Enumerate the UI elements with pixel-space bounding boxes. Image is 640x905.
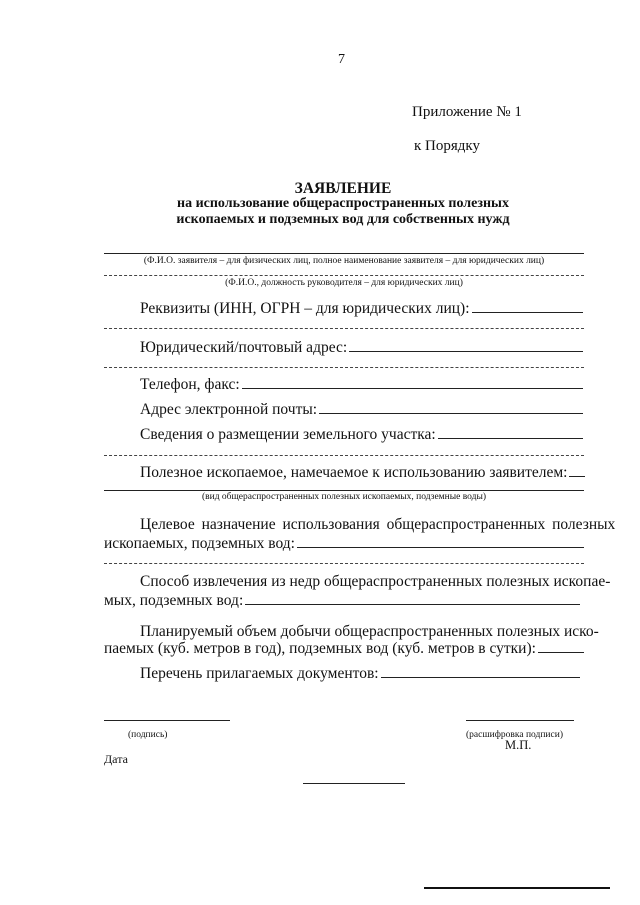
date-line[interactable] [303, 783, 405, 784]
page-number: 7 [338, 52, 345, 67]
land-plot-field [140, 426, 583, 444]
method-line1: Способ извлечения из недр общераспространенных полезных ископае- [140, 573, 611, 590]
head-line[interactable] [104, 275, 584, 276]
purpose-label: ископаемых, подземных вод: [104, 535, 295, 552]
signature-label: (подпись) [128, 730, 168, 740]
title-subtitle2: ископаемых и подземных вод для собственных нужд [176, 212, 510, 227]
volume-input-line[interactable] [538, 640, 584, 653]
bottom-rule [424, 887, 610, 889]
date-label: Дата [104, 752, 128, 766]
title-subtitle1: на использование общераспространенных полезных [177, 196, 509, 211]
appendix-line1: Приложение № 1 [412, 104, 522, 120]
land-plot-continuation-line[interactable] [104, 455, 584, 456]
mineral-label: Полезное ископаемое, намечаемое к использованию заявителем: [140, 464, 568, 481]
address-field [140, 339, 583, 357]
address-input-line[interactable] [349, 339, 583, 352]
method-label: мых, подземных вод: [104, 592, 244, 609]
title-heading: ЗАЯВЛЕНИЕ [294, 180, 392, 197]
mineral-type-caption: (вид общераспространенных полезных ископаемых, подземные воды) [201, 492, 487, 502]
volume-line1: Планируемый объем добычи общераспространенных полезных иско- [140, 623, 599, 640]
requisites-field [140, 300, 583, 318]
email-label: Адрес электронной почты: [140, 401, 318, 418]
purpose-field [104, 535, 584, 553]
address-continuation-line[interactable] [104, 367, 584, 368]
head-caption: (Ф.И.О., должность руководителя – для юридических лиц) [225, 278, 463, 288]
documents-field [140, 665, 580, 683]
mineral-input-line[interactable] [569, 464, 585, 477]
documents-input-line[interactable] [381, 665, 580, 678]
requisites-label: Реквизиты (ИНН, ОГРН – для юридических лиц): [140, 300, 470, 317]
method-field [104, 592, 580, 610]
land-plot-label: Сведения о размещении земельного участка: [140, 426, 436, 443]
documents-label: Перечень прилагаемых документов: [140, 665, 379, 682]
purpose-input-line[interactable] [297, 535, 584, 548]
method-input-line[interactable] [245, 592, 580, 605]
requisites-continuation-line[interactable] [104, 328, 584, 329]
land-plot-input-line[interactable] [438, 426, 583, 439]
phone-label: Телефон, факс: [140, 376, 240, 393]
email-input-line[interactable] [319, 401, 583, 414]
mineral-field [140, 464, 585, 482]
purpose-line1: Целевое назначение использования общераспространенных полезных [140, 516, 616, 533]
phone-input-line[interactable] [242, 376, 583, 389]
appendix-line2: к Порядку [414, 138, 480, 154]
address-label: Юридический/почтовый адрес: [140, 339, 348, 356]
applicant-caption: (Ф.И.О. заявителя – для физических лиц, полное наименование заявителя – для юридических лиц) [143, 256, 545, 266]
phone-field [140, 376, 583, 394]
volume-label: паемых (куб. метров в год), подземных вод (куб. метров в сутки): [104, 640, 536, 657]
decoding-label: (расшифровка подписи) [466, 730, 563, 740]
volume-field [104, 640, 584, 658]
stamp-label: М.П. [505, 738, 532, 752]
mineral-type-line[interactable] [104, 490, 584, 491]
purpose-continuation-line[interactable] [104, 563, 584, 564]
decoding-line[interactable] [466, 720, 574, 721]
email-field [140, 401, 583, 419]
applicant-line[interactable] [104, 253, 584, 254]
signature-line[interactable] [104, 720, 230, 721]
requisites-input-line[interactable] [472, 300, 584, 313]
